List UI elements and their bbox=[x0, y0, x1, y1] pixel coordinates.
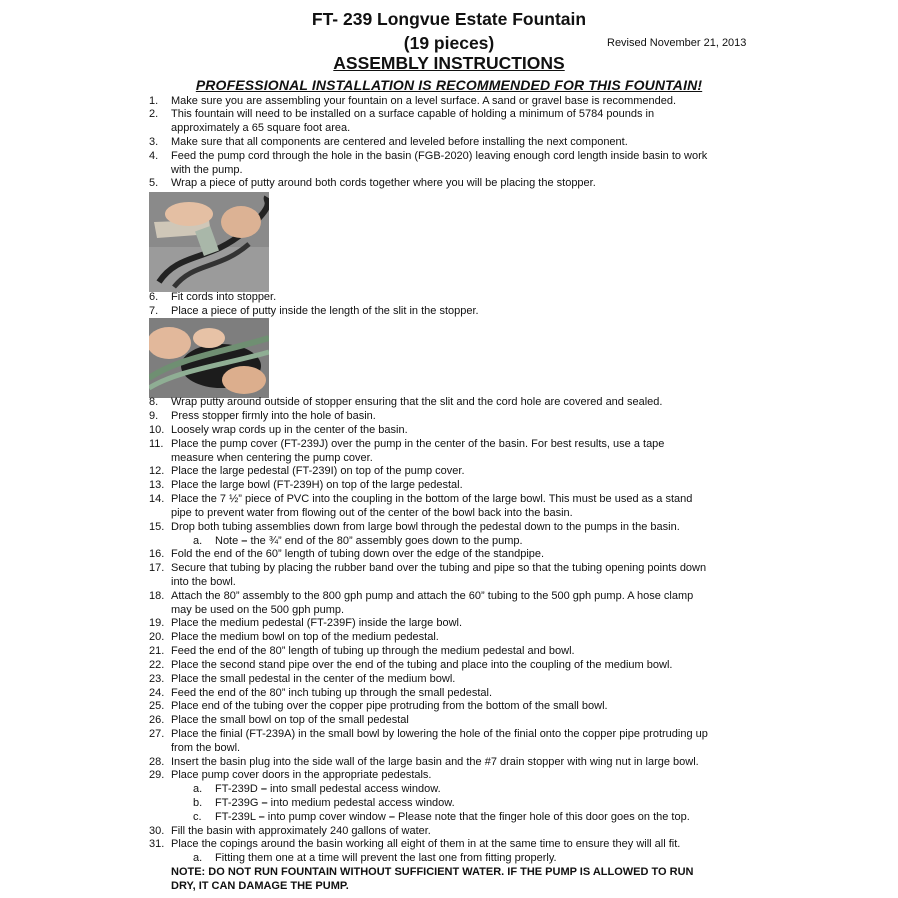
warning-note-line-1: NOTE: DO NOT RUN FOUNTAIN WITHOUT SUFFICIENT WATER. IF THE PUMP IS ALLOWED TO RUN bbox=[171, 866, 694, 878]
title-line-1: FT- 239 Longvue Estate Fountain bbox=[311, 9, 587, 29]
title-line-2: (19 pieces) bbox=[403, 33, 495, 53]
revised-date: Revised November 21, 2013 bbox=[607, 37, 747, 49]
assembly-instructions-heading: ASSEMBLY INSTRUCTIONS bbox=[333, 53, 565, 73]
photo-putty-in-stopper bbox=[149, 318, 269, 398]
professional-installation-warning: PROFESSIONAL INSTALLATION IS RECOMMENDED FOR THIS FOUNTAIN! bbox=[195, 77, 703, 93]
warning-note bbox=[171, 865, 693, 893]
photo-putty-around-cords bbox=[149, 192, 269, 292]
warning-note-line-2: DRY, IT CAN DAMAGE THE PUMP. bbox=[171, 880, 349, 892]
